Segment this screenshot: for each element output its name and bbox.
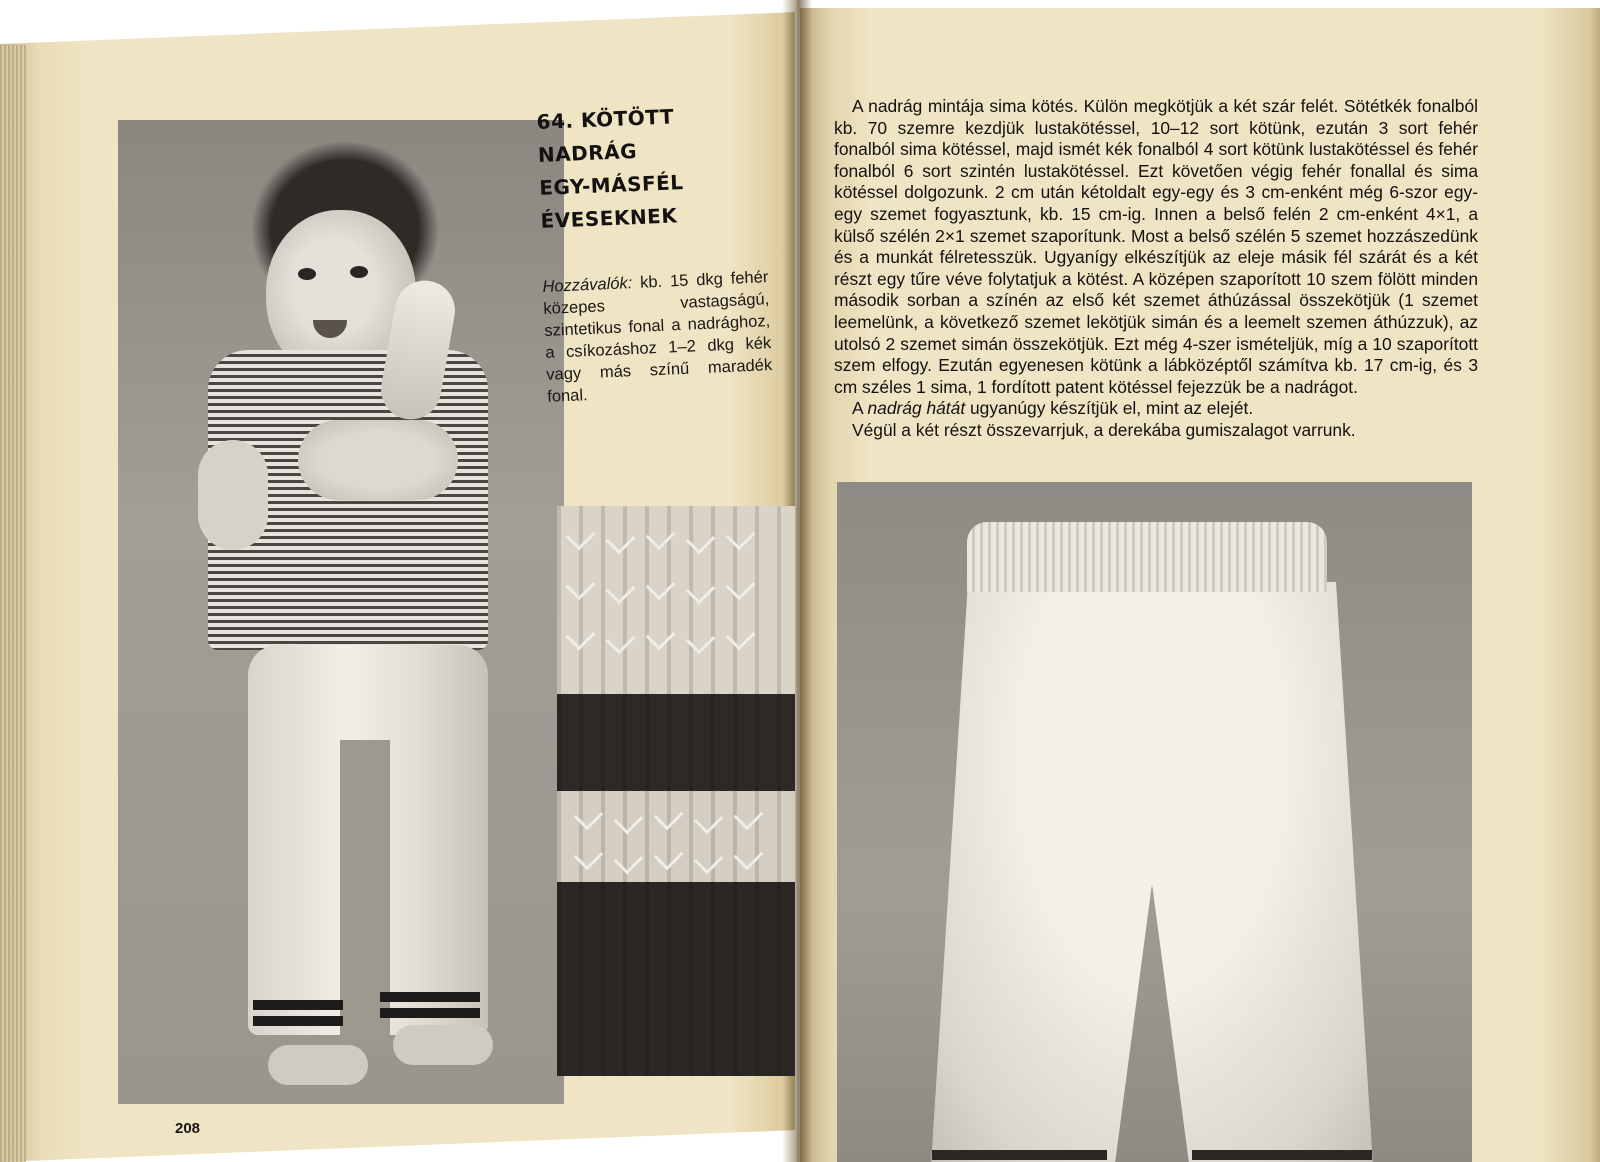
paragraph-italic: nadrág hátát: [867, 398, 966, 419]
materials-label: Hozzávalók:: [542, 274, 633, 296]
knit-stitch: [574, 841, 604, 871]
knit-stitch: [606, 525, 636, 555]
child-eye: [298, 268, 316, 280]
child-shoe: [268, 1045, 368, 1085]
title-line: 64. KÖTÖTT: [536, 104, 675, 134]
pants-stripe: [253, 1000, 343, 1010]
child-photo: [118, 120, 564, 1104]
pants-hem: [932, 1150, 1107, 1160]
knit-stitch: [686, 575, 716, 605]
knit-stitch: [646, 521, 676, 551]
paragraph-prefix: A: [852, 398, 868, 419]
knit-stitch: [686, 625, 716, 655]
knit-stitch: [686, 525, 716, 555]
knit-stitch: [654, 841, 684, 871]
pants-body: [922, 582, 1382, 1162]
knit-stitch: [734, 841, 764, 871]
instructions-paragraph: [834, 398, 1478, 420]
page-number: 208: [175, 1120, 201, 1137]
instructions-text: [834, 96, 1478, 442]
knit-stitch: [726, 621, 756, 651]
pants-stripe: [253, 1016, 343, 1026]
pants-stripe: [380, 1008, 480, 1018]
materials-body: kb. 15 dkg fehér közepes vastagságú, szintetikus fonal a nadrághoz, a csíkozáshoz 1–2 dkg kék vagy más színű maradék fonal.: [543, 268, 773, 406]
knitted-pants-photo: [837, 482, 1472, 1162]
knit-stitch: [726, 521, 756, 551]
knit-stitch: [614, 845, 644, 875]
knit-stitch: [654, 801, 684, 831]
child-hands: [298, 420, 458, 500]
page-edges: [0, 45, 26, 1162]
knit-stitch: [566, 621, 596, 651]
knit-stitch: [566, 521, 596, 551]
title-line: EGY-MÁSFÉL: [538, 170, 684, 200]
knit-stitch: [646, 571, 676, 601]
knit-stitch: [734, 801, 764, 831]
paragraph-suffix: ugyanúgy készítjük el, mint az elejét.: [965, 398, 1254, 419]
knit-stitch: [646, 621, 676, 651]
title-line: ÉVESEKNEK: [540, 203, 678, 233]
knit-stitch: [574, 801, 604, 831]
pants-stripe: [380, 992, 480, 1002]
instructions-paragraph: A nadrág mintája sima kötés. Külön megkötjük a két szár felét. Sötétkék fonalból kb. 70 szemre kezdjük lustakötéssel, 10–12 sort kötünk, ezután 3 sort fehér fonalból sima kötéssel, majd ismét kék fonalból 4 sort kötünk lustakötéssel és fehér fonalból 6 sort szintén lustakötéssel. Ezt követően végig fehér fonallal és sima kötéssel dolgozunk. 2 cm után kétoldalt egy-egy és 3 cm-enként még 6-szor egy-egy szemet fogyasztunk, kb. 15 cm-ig. Innen a belső felén 2 cm-enként 4×1, a külső szélén 2×1 szemet szaporítunk. Most a belső szélén 5 szemet hozzászedünk és a munkát félretesszük. Ugyanígy elkészítjük az eleje másik fél szárát és a két részt egy tűre véve folytatjuk a kötést. A középen szaporított 10 szem fölött minden második sorban a színén az első két szemet áthúzással összekötjük (1 szemet leemelünk, a következő szemet lekötjük simán és a leemelt szemen áthúzzuk), az utolsó 2 szemet simán összekötjük. Ezt még 4-szer ismételjük, míg a 10 szaporított szem elfogy. Ezután egyenesen kötünk a lábközéptől számítva kb. 17 cm-ig, és 3 cm széles 1 sima, 1 fordított patent kötéssel fejezzük be a nadrágot.: [834, 96, 1478, 397]
knit-stitch: [614, 805, 644, 835]
pants-hem: [1192, 1150, 1372, 1160]
knit-stitch: [606, 575, 636, 605]
pants-waistband: [967, 522, 1327, 592]
child-arm: [198, 440, 268, 550]
knit-stitch: [566, 571, 596, 601]
title-line: NADRÁG: [537, 138, 638, 167]
knit-stitch: [726, 571, 756, 601]
knit-stitch: [694, 845, 724, 875]
child-shoe: [393, 1025, 493, 1065]
knit-swatch-photo: [557, 506, 795, 1076]
materials-text: [542, 266, 774, 408]
child-eye: [350, 266, 368, 278]
knit-stitch: [606, 625, 636, 655]
instructions-paragraph: Végül a két részt összevarrjuk, a derekába gumiszalagot varrunk.: [852, 419, 1356, 440]
pattern-title: [536, 98, 741, 238]
knit-stitch: [694, 805, 724, 835]
